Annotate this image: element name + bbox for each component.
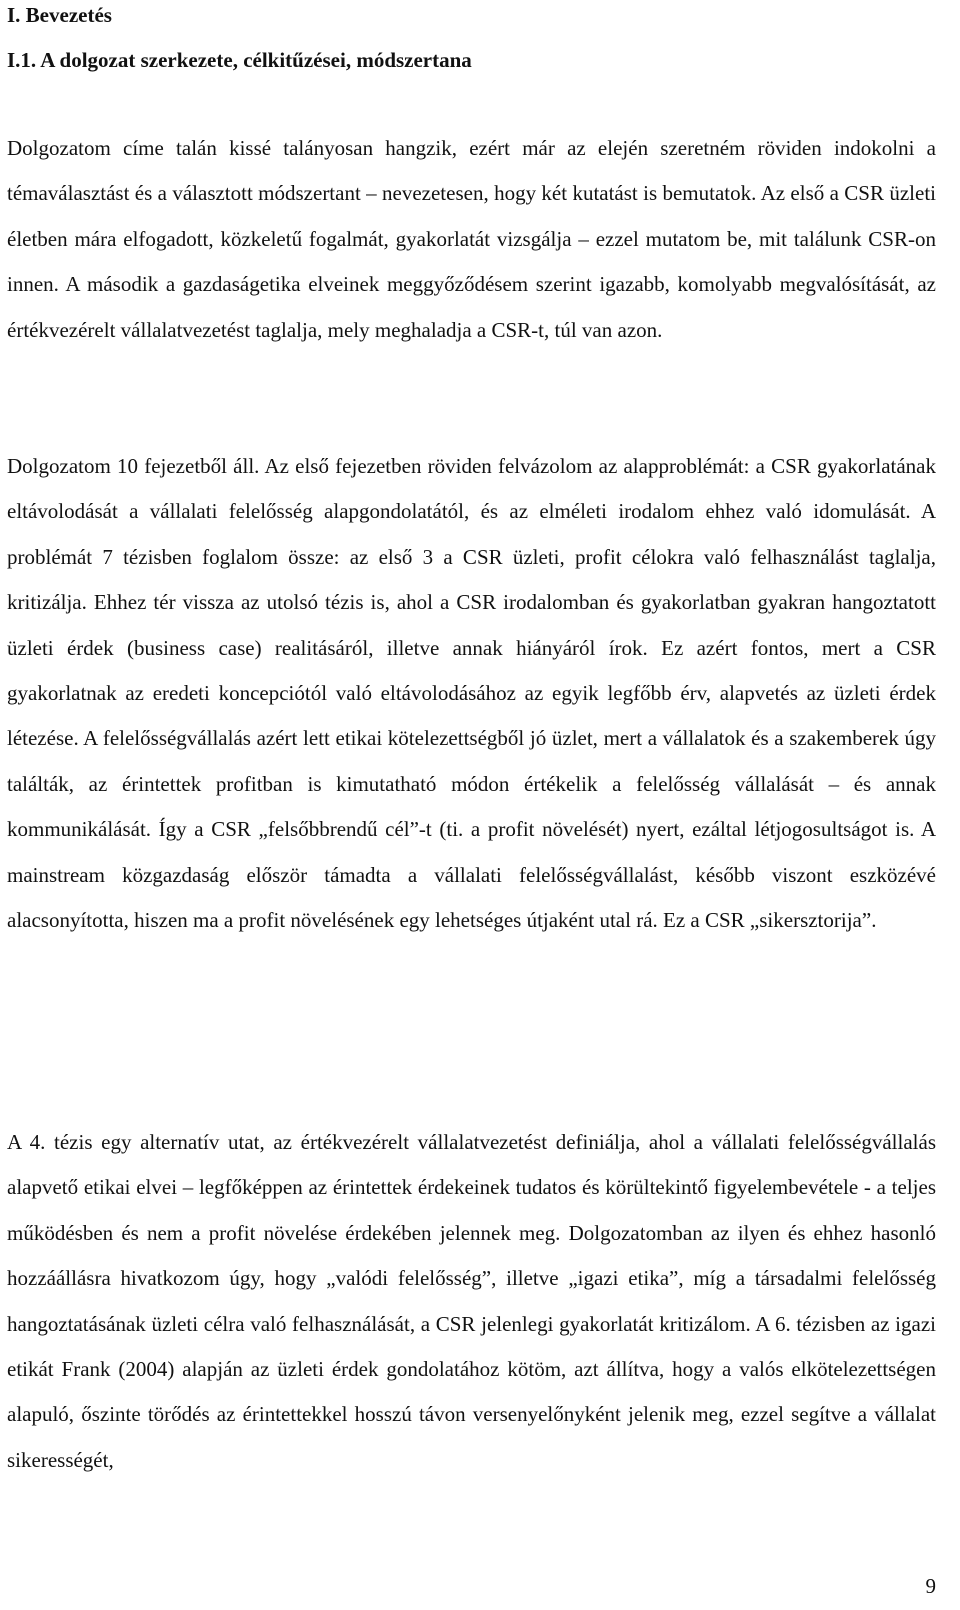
section-heading: I.1. A dolgozat szerkezete, célkitűzései, módszertana [7,48,472,72]
page-number: 9 [925,1574,936,1598]
chapter-heading: I. Bevezetés [7,3,112,27]
paragraph-3: A 4. tézis egy alternatív utat, az értékvezérelt vállalatvezetést definiálja, ahol a vállalati felelősségvállalás alapvető etikai elvei – legfőképpen az érintettek érdekeinek tudatos és körültekintő figyelembevétele - a teljes működésben és nem a profit növelése érdekében jelennek meg. Dolgozatomban az ilyen és ehhez hasonló hozzáállásra hivatkozom úgy, hogy „valódi felelősség”, illetve „igazi etika”, míg a társadalmi felelősség hangoztatásának üzleti célra való felhasználását, a CSR jelenlegi gyakorlatát kritizálom. A 6. tézisben az igazi etikát Frank (2004) alapján az üzleti érdek gondolatához kötöm, azt állítva, hogy a valós elkötelezettségen alapuló, őszinte törődés az érintettekkel hosszú távon versenyelőnyként jelenik meg, ezzel segítve a vállalat sikerességét, [7,1130,936,1472]
paragraph-1: Dolgozatom címe talán kissé talányosan hangzik, ezért már az elején szeretném röviden indokolni a témaválasztást és a választott módszertant – nevezetesen, hogy két kutatást is bemutatok. Az első a CSR üzleti életben mára elfogadott, közkeletű fogalmát, gyakorlatát vizsgálja – ezzel mutatom be, mit találunk CSR-on innen. A második a gazdaságetika elveinek meggyőződésem szerint igazabb, komolyabb megvalósítását, az értékvezérelt vállalatvezetést taglalja, mely meghaladja a CSR-t, túl van azon. [7,136,936,342]
paragraph-2: Dolgozatom 10 fejezetből áll. Az első fejezetben röviden felvázolom az alapproblémát: a CSR gyakorlatának eltávolodását a vállalati felelősség alapgondolatától, és az elméleti irodalom ehhez való idomulását. A problémát 7 tézisben foglalom össze: az első 3 a CSR üzleti, profit célokra való felhasználást taglalja, kritizálja. Ehhez tér vissza az utolsó tézis is, ahol a CSR irodalomban és gyakorlatban gyakran hangoztatott üzleti érdek (business case) realitásáról, illetve annak hiányáról írok. Ez azért fontos, mert a CSR gyakorlatnak az eredeti koncepciótól való eltávolodásához az egyik legfőbb érv, alapvetés az üzleti érdek létezése. A felelősségvállalás azért lett etikai kötelezettségből jó üzlet, mert a vállalatok és a szakemberek úgy találták, az érintettek profitban is kimutatható módon értékelik a felelősség vállalását – és annak kommunikálását. Így a CSR „felsőbbrendű cél”-t (ti. a profit növelését) nyert, ezáltal létjogosultságot is. A mainstream közgazdaság először támadta a vállalati felelősségvállalást, később viszont eszközévé alacsonyította, hiszen ma a profit növelésének egy lehetséges útjaként utal rá. Ez a CSR „sikersztorija”. [7,454,936,933]
